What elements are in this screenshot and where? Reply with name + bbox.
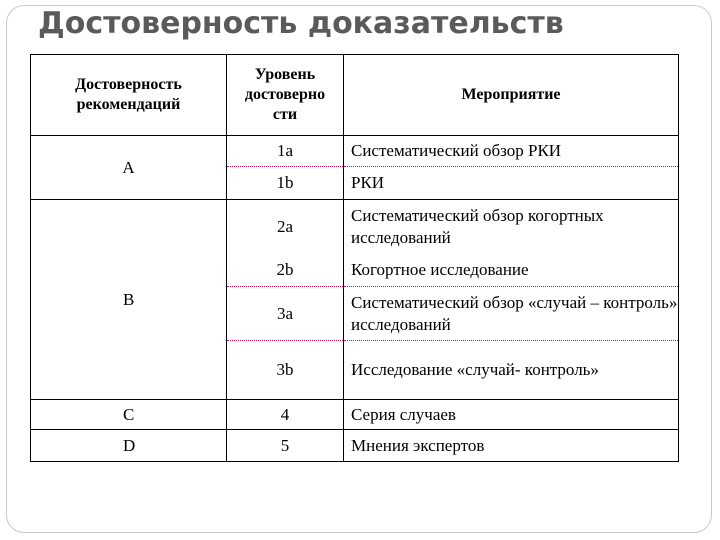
level-cell: 2a: [227, 200, 344, 254]
measure-cell: Систематический обзор РКИ: [351, 141, 562, 160]
slide-title: Достоверность доказательств: [38, 6, 564, 41]
grade-cell: C: [31, 400, 227, 430]
table-row: [31, 400, 679, 430]
level-cell: 3a: [227, 287, 344, 341]
table-row: [31, 430, 679, 462]
grade-cell: A: [31, 136, 227, 200]
measure-cell: Систематический обзор «случай – контроль» исследований: [344, 287, 679, 341]
measure-cell: Мнения экспертов: [344, 430, 679, 462]
level-cell: 3b: [227, 341, 344, 400]
level-cell: 2b: [227, 254, 344, 287]
measure-cell: Когортное исследование: [351, 259, 529, 279]
level-cell: 5: [227, 430, 344, 462]
header-level: Уровень достоверно сти: [227, 55, 344, 136]
measure-cell: Исследование «случай- контроль»: [344, 341, 679, 400]
header-recommendation: Достоверность рекомендаций: [31, 55, 227, 136]
measure-cell: РКИ: [344, 167, 679, 200]
header-measure: Мероприятие: [344, 55, 679, 136]
table-header-row: [31, 55, 679, 136]
measure-cell: Серия случаев: [344, 400, 679, 430]
level-cell: 1b: [227, 167, 344, 200]
measure-cell: Систематический обзор когортных исследований: [344, 200, 679, 254]
level-cell: 1a: [227, 136, 344, 167]
grade-cell: D: [31, 430, 227, 462]
table-row: [31, 136, 679, 167]
grade-cell: B: [31, 200, 227, 400]
table-row: [31, 200, 679, 254]
level-cell: 4: [227, 400, 344, 430]
evidence-table: [30, 54, 679, 462]
